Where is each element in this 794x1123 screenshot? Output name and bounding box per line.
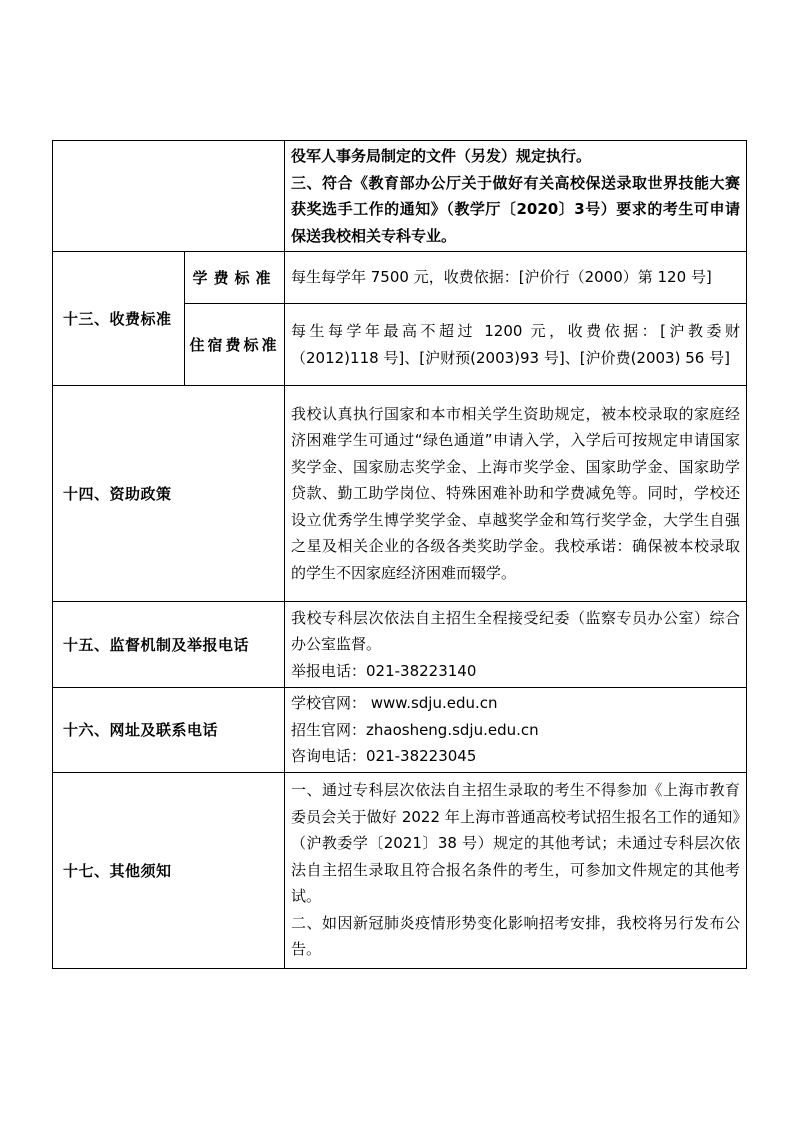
row12-line-2: 三、符合《教育部办公厅关于做好有关高校保送录取世界技能大赛获奖选手工作的通知》（教学厅〔2020〕3号）要求的考生可申请保送我校相关专科专业。 <box>291 173 740 245</box>
row12-line-1: 役军人事务局制定的文件（另发）规定执行。 <box>291 147 592 165</box>
admissions-info-table <box>52 140 747 969</box>
row16-content-cell <box>285 688 747 773</box>
school-website: 学校官网： www.sdju.edu.cn <box>291 694 498 712</box>
lodging-fee-text: 每生每学年最高不超过 1200 元，收费依据：[沪教委财（2012)118 号]、[沪财预(2003)93 号]、[沪价费(2003) 56 号] <box>285 304 747 386</box>
row15-content-cell <box>285 602 747 688</box>
table-row-12 <box>53 141 747 252</box>
consult-phone: 咨询电话：021-38223045 <box>291 747 477 765</box>
tuition-label: 学费标准 <box>185 252 285 304</box>
row15-label: 十五、监督机制及举报电话 <box>53 602 285 688</box>
row14-text: 我校认真执行国家和本市相关学生资助规定，被本校录取的家庭经济困难学生可通过“绿色通道”申请入学，入学后可按规定申请国家奖学金、国家励志奖学金、上海市奖学金、国家助学金、国家助学贷款、勤工助学岗位、特殊困难补助和学费减免等。同时，学校还设立优秀学生博学奖学金、卓越奖学金和笃行奖学金，大学生自强之星及相关企业的各级各类奖助学金。我校承诺：确保被本校录取的学生不因家庭经济困难而辍学。 <box>285 386 747 602</box>
tuition-text: 每生每学年 7500 元，收费依据：[沪价行（2000）第 120 号] <box>285 252 747 304</box>
table-row-14 <box>53 386 747 602</box>
row13-label: 十三、收费标准 <box>53 252 185 386</box>
row14-label: 十四、资助政策 <box>53 386 285 602</box>
row15-phone: 举报电话：021-38223140 <box>291 661 477 680</box>
admissions-website: 招生官网：zhaosheng.sdju.edu.cn <box>291 720 539 739</box>
row17-paragraph-1: 一、通过专科层次依法自主招生录取的考生不得参加《上海市教育委员会关于做好 2022 年上海市普通高校考试招生报名工作的通知》（沪教委学〔2021〕38 号）规定的其他考试；未通过专科层次依法自主招生录取且符合报名条件的考生，可参加文件规定的其他考试。 <box>291 781 740 906</box>
table-row-13a <box>53 252 747 304</box>
row12-label-cell <box>53 141 285 252</box>
table-row-16 <box>53 688 747 773</box>
row17-content-cell <box>285 772 747 968</box>
row17-paragraph-2: 二、如因新冠肺炎疫情形势变化影响招考安排，我校将另行发布公告。 <box>291 913 740 959</box>
row17-label: 十七、其他须知 <box>53 772 285 968</box>
row16-label: 十六、网址及联系电话 <box>53 688 285 773</box>
table-row-15 <box>53 602 747 688</box>
row12-content-cell <box>285 141 747 252</box>
row15-text: 我校专科层次依法自主招生全程接受纪委（监察专员办公室）综合办公室监督。 <box>291 608 740 654</box>
lodging-fee-label: 住宿费标准 <box>185 304 285 386</box>
table-row-17 <box>53 772 747 968</box>
